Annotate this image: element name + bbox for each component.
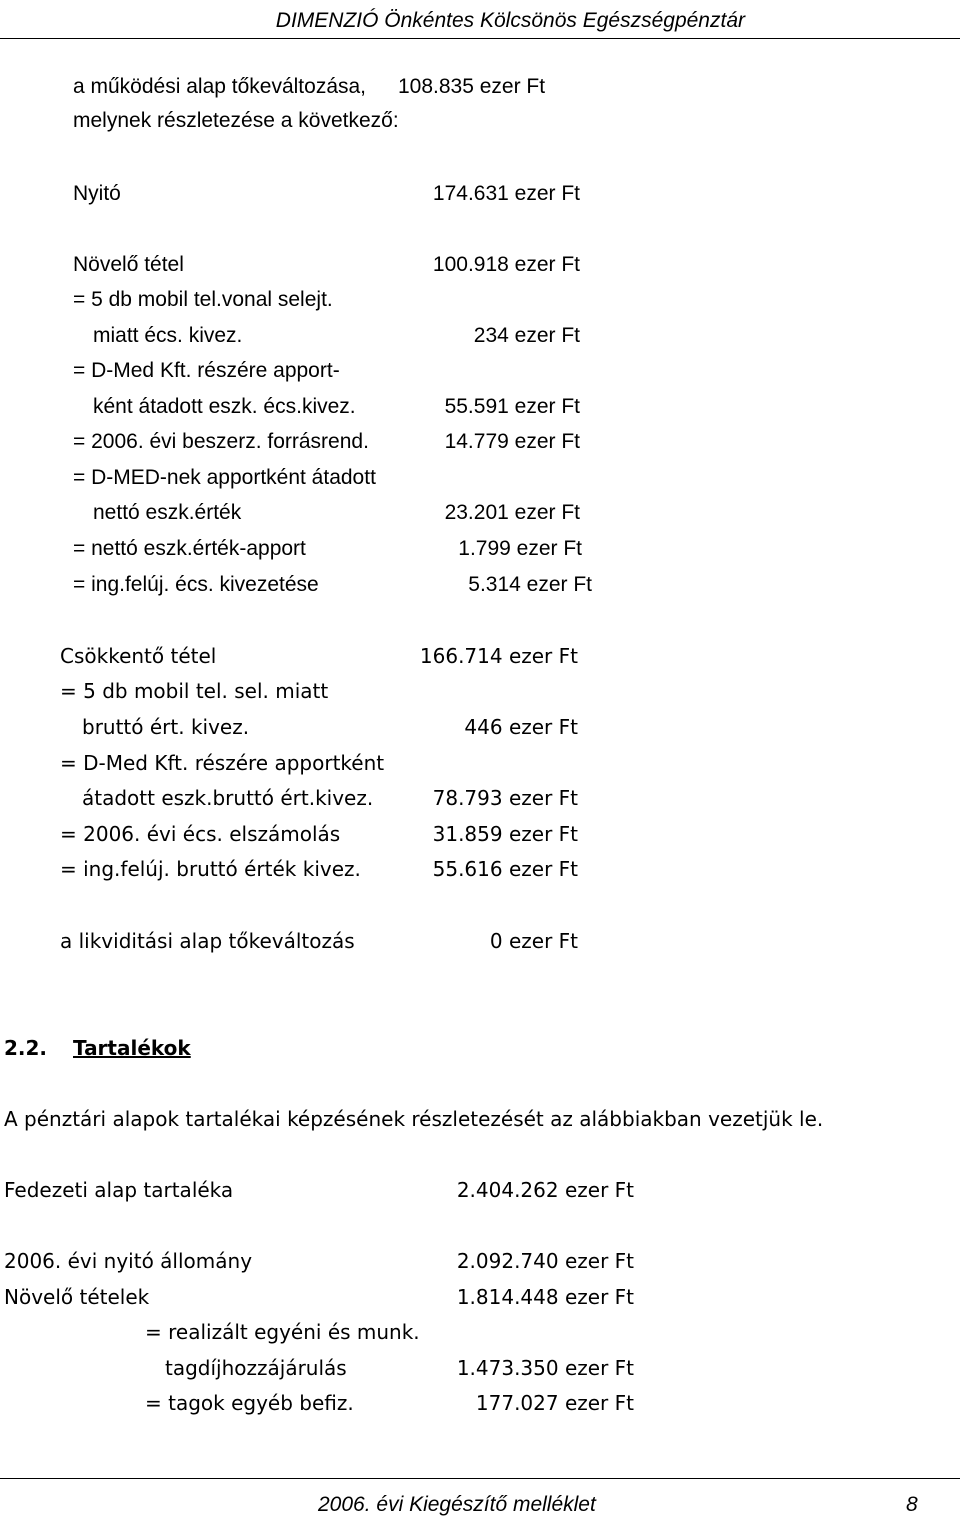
decrease-item2-amount: 78.793 ezer Ft — [432, 786, 578, 810]
reserve-increase-item2-line1: = tagok egyéb befiz. — [145, 1391, 354, 1415]
increase-item4-line1: = D-MED-nek apportként átadott — [73, 466, 376, 489]
increase-item1-line1: = 5 db mobil tel.vonal selejt. — [73, 288, 333, 311]
section-title: Tartalékok — [73, 1036, 191, 1060]
opening-label: Nyitó — [73, 182, 121, 205]
cover-fund-label: Fedezeti alap tartaléka — [4, 1178, 234, 1202]
increase-item2-amount: 55.591 ezer Ft — [444, 395, 580, 418]
footer-page-number: 8 — [906, 1493, 918, 1516]
reserve-increase-item1-line2: tagdíjhozzájárulás — [165, 1356, 347, 1380]
increase-item2-line1: = D-Med Kft. részére apport- — [73, 359, 340, 382]
increase-item4-line2: nettó eszk.érték — [93, 501, 242, 524]
increase-item4-amount: 23.201 ezer Ft — [444, 501, 580, 524]
reserve-increase-item1-line1: = realizált egyéni és munk. — [145, 1320, 420, 1344]
decrease-item1-line1: = 5 db mobil tel. sel. miatt — [60, 679, 329, 703]
increase-item6-line1: = ing.felúj. écs. kivezetése — [73, 573, 319, 596]
decrease-item3-amount: 31.859 ezer Ft — [432, 822, 578, 846]
header-title: DIMENZIÓ Önkéntes Kölcsönös Egészségpénztár — [275, 9, 745, 32]
decrease-label: Csökkentő tétel — [60, 644, 217, 668]
decrease-item4-line1: = ing.felúj. bruttó érték kivez. — [60, 857, 361, 881]
footer-doc-title: 2006. évi Kiegészítő melléklet — [318, 1493, 596, 1516]
decrease-item3-line1: = 2006. évi écs. elszámolás — [60, 822, 341, 846]
increase-amount: 100.918 ezer Ft — [432, 253, 580, 276]
increase-item1-line2: miatt écs. kivez. — [93, 324, 243, 347]
intro-line1: a működési alap tőkeváltozása, — [73, 75, 367, 98]
liquidity-label: a likviditási alap tőkeváltozás — [60, 929, 355, 953]
page-footer — [0, 1478, 960, 1519]
decrease-item2-line2: átadott eszk.bruttó ért.kivez. — [82, 786, 374, 810]
decrease-item2-line1: = D-Med Kft. részére apportként — [60, 751, 385, 775]
decrease-item4-amount: 55.616 ezer Ft — [432, 857, 578, 881]
section-intro: A pénztári alapok tartalékai képzésének részletezését az alábbiakban vezetjük le. — [4, 1107, 824, 1131]
reserve-increase-label: Növelő tételek — [4, 1285, 150, 1309]
increase-label: Növelő tétel — [73, 253, 184, 276]
decrease-item1-amount: 446 ezer Ft — [464, 715, 578, 739]
opening-amount: 174.631 ezer Ft — [432, 182, 580, 205]
increase-item5-line1: = nettó eszk.érték-apport — [73, 537, 306, 560]
reserve-increase-item1-amount: 1.473.350 ezer Ft — [456, 1356, 634, 1380]
increase-item6-amount: 5.314 ezer Ft — [468, 573, 592, 596]
cover-fund-amount: 2.404.262 ezer Ft — [456, 1178, 634, 1202]
section-number: 2.2. — [4, 1036, 48, 1060]
intro-amount: 108.835 ezer Ft — [398, 75, 546, 98]
increase-item3-amount: 14.779 ezer Ft — [444, 430, 580, 453]
increase-item2-line2: ként átadott eszk. écs.kivez. — [93, 395, 356, 418]
increase-item1-amount: 234 ezer Ft — [473, 324, 580, 347]
reserve-opening-label: 2006. évi nyitó állomány — [4, 1249, 253, 1273]
liquidity-amount: 0 ezer Ft — [489, 929, 578, 953]
reserve-increase-amount: 1.814.448 ezer Ft — [456, 1285, 634, 1309]
decrease-item1-line2: bruttó ért. kivez. — [82, 715, 250, 739]
increase-item3-line1: = 2006. évi beszerz. forrásrend. — [73, 430, 369, 453]
page-header — [0, 5, 960, 39]
decrease-amount: 166.714 ezer Ft — [419, 644, 578, 668]
intro-line2: melynek részletezése a következő: — [73, 109, 399, 132]
reserve-opening-amount: 2.092.740 ezer Ft — [456, 1249, 634, 1273]
increase-item5-amount: 1.799 ezer Ft — [458, 537, 582, 560]
reserve-increase-item2-amount: 177.027 ezer Ft — [475, 1391, 634, 1415]
